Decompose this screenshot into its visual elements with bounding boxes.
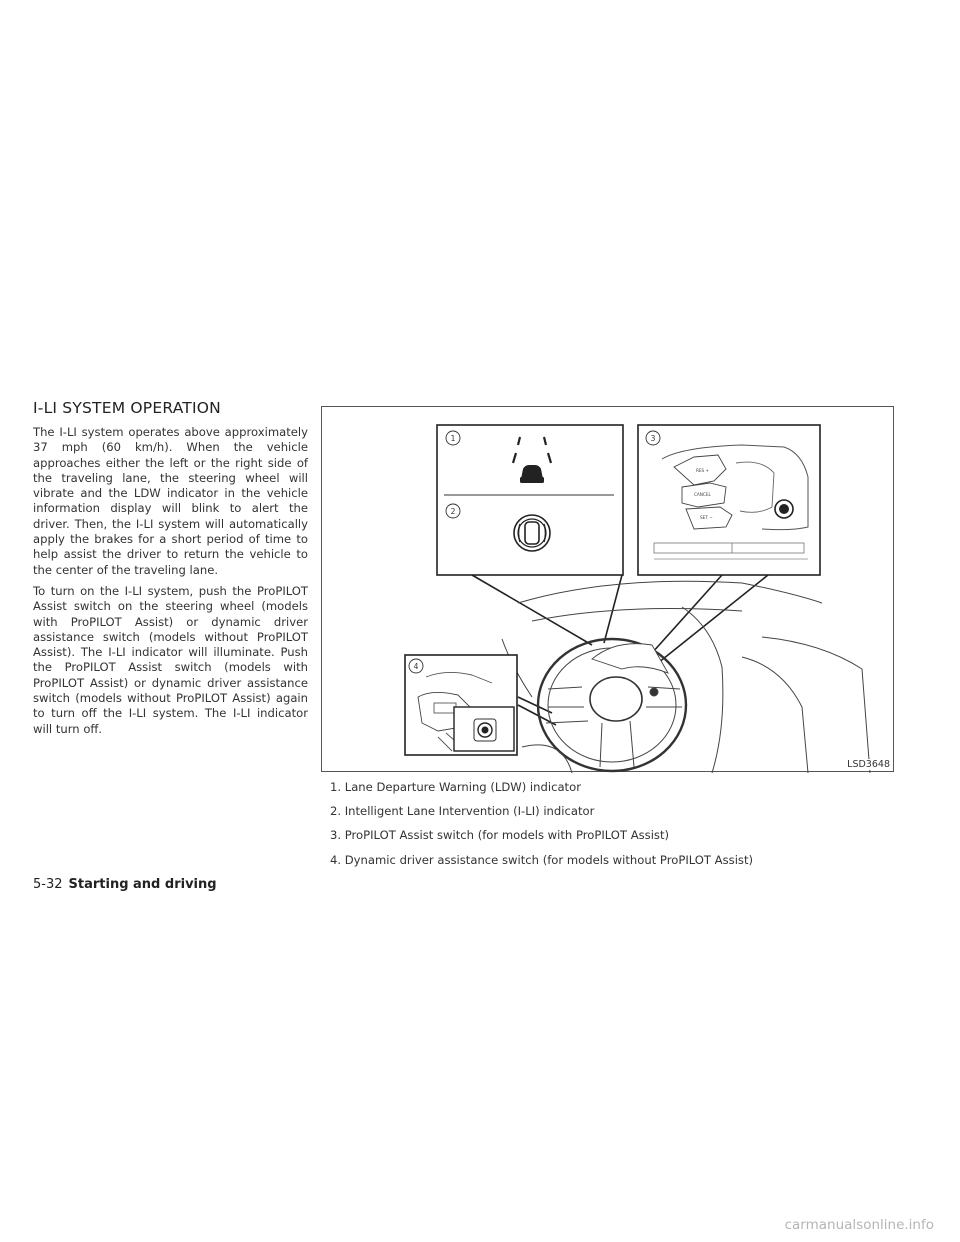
callout-4: 4 (413, 662, 419, 671)
inset-propilot-switch (638, 425, 820, 575)
figure-code: LSD3648 (847, 759, 890, 770)
paragraph-2: To turn on the I-LI system, push the ProPILOT Assist switch on the steering wheel (models with ProPILOT Assist) or dynamic driver assistance switch (models without ProPILOT Assist). The I-LI indicator will illuminate. Push the ProPILOT Assist switch (models with ProPILOT Assist) or dynamic driver assistance switch (models without ProPILOT Assist) again to turn off the I-LI system. The I-LI indicator will turn off. (33, 583, 308, 736)
set-minus-label: SET − (700, 515, 713, 520)
inset-indicators (437, 425, 623, 575)
paragraph-1: The I-LI system operates above approximately 37 mph (60 km/h). When the vehicle approaches either the left or the right side of the traveling lane, the steering wheel will vibrate and the LDW indicator in the vehicle information display will blink to alert the driver. Then, the I-LI system will automatically apply the brakes for a short period of time to help assist the driver to return the vehicle to the center of the traveling lane. (33, 425, 308, 577)
ili-indicator-icon (514, 515, 550, 551)
cancel-label: CANCEL (694, 492, 711, 497)
inset-driver-assistance-switch (405, 655, 517, 755)
watermark: carmanualsonline.info (784, 1217, 934, 1233)
callout-1: 1 (450, 434, 456, 443)
figure-steering-wheel-illustration (321, 406, 894, 772)
caption-2: 2. Intelligent Lane Intervention (I-LI) indicator (330, 804, 595, 819)
section-heading: I-LI SYSTEM OPERATION (33, 399, 221, 417)
body-text (33, 425, 308, 743)
callout-2: 2 (450, 507, 456, 516)
page-number: 5-32 (33, 877, 63, 892)
callout-3: 3 (650, 434, 656, 443)
figure-captions (330, 780, 753, 877)
res-plus-label: RES + (696, 468, 710, 473)
steering-wheel-drawing (502, 581, 870, 773)
section-title: Starting and driving (68, 877, 217, 892)
caption-3: 3. ProPILOT Assist switch (for models with ProPILOT Assist) (330, 828, 670, 843)
caption-1: 1. Lane Departure Warning (LDW) indicator (330, 780, 581, 794)
caption-4: 4. Dynamic driver assistance switch (for models without ProPILOT Assist) (330, 852, 754, 867)
page-footer (33, 877, 217, 892)
car-icon (521, 465, 543, 479)
figure-drawing (322, 407, 895, 773)
